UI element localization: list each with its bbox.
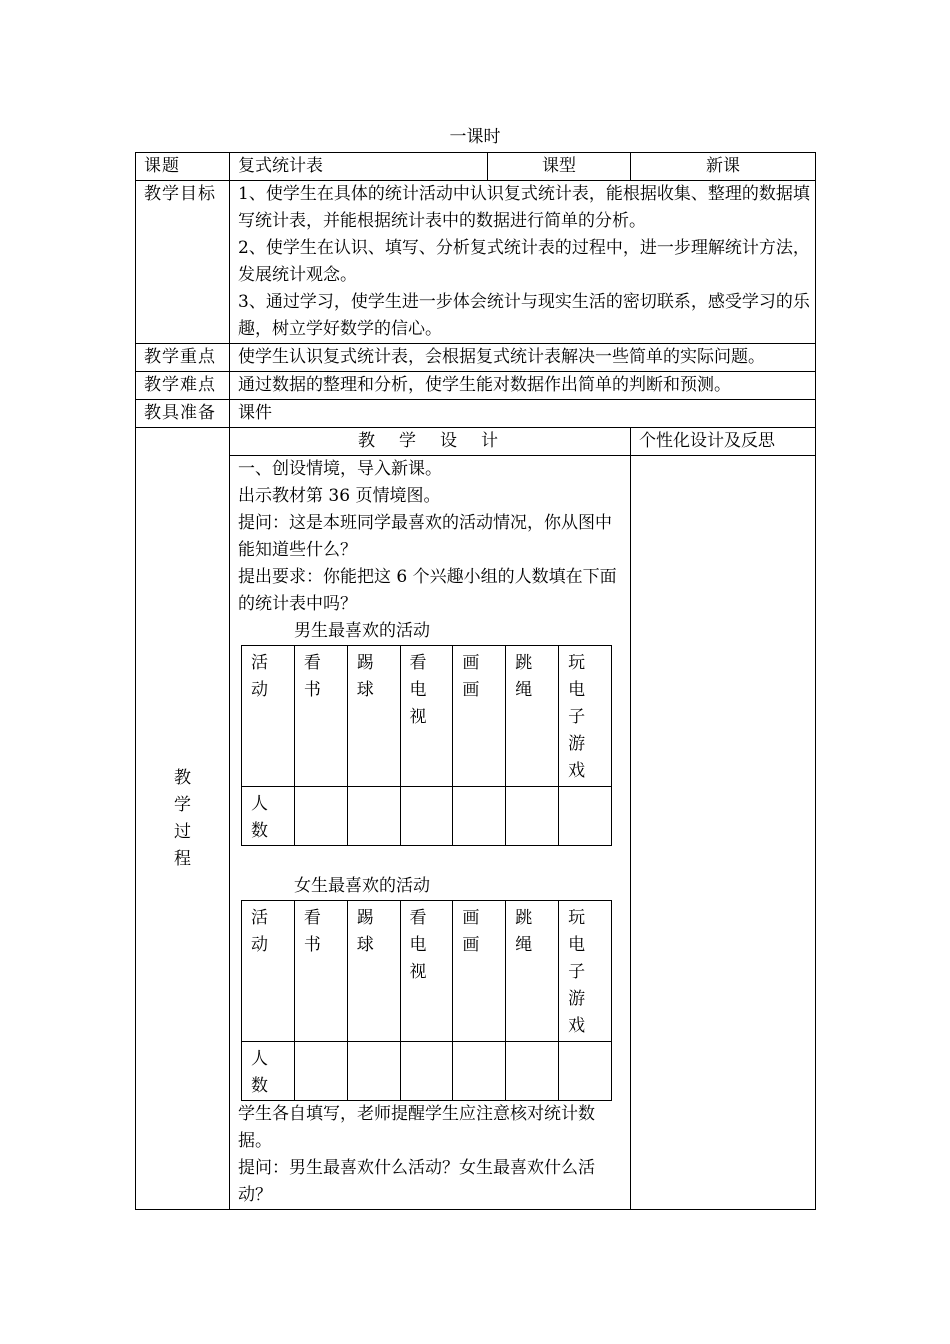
objective-1: 1、使学生在具体的统计活动中认识复式统计表，能根据收集、整理的数据填写统计表，并能根据统计表中的数据进行简单的分析。 [238, 184, 810, 231]
reflection-header: 个性化设计及反思 [631, 428, 816, 456]
type-value: 新课 [631, 153, 816, 181]
page-title: 一课时 [449, 127, 501, 147]
boys-col-tv: 看电视 [400, 646, 453, 787]
girls-header-label: 活动 [242, 901, 295, 1042]
boys-col-football: 踢球 [347, 646, 400, 787]
intro-2: 出示教材第 36 页情境图。 [238, 486, 441, 506]
girls-col-reading: 看书 [294, 901, 347, 1042]
materials-value: 课件 [230, 400, 816, 428]
intro-3: 提问：这是本班同学最喜欢的活动情况，你从图中能知道些什么？ [238, 513, 612, 560]
lesson-plan-table [135, 152, 816, 1210]
objective-3: 3、通过学习，使学生进一步体会统计与现实生活的密切联系，感受学习的乐趣，树立学好数学的信心。 [238, 292, 810, 339]
boys-count-cell[interactable] [506, 787, 559, 846]
reflection-content[interactable] [631, 456, 816, 1210]
objective-2: 2、使学生在认识、填写、分析复式统计表的过程中，进一步理解统计方法，发展统计观念。 [238, 238, 810, 285]
boys-col-reading: 看书 [294, 646, 347, 787]
objectives-label: 教学目标 [136, 181, 230, 344]
boys-col-jumprope: 跳绳 [506, 646, 559, 787]
outro-2: 提问：男生最喜欢什么活动？女生最喜欢什么活动？ [238, 1158, 595, 1205]
key-points-label: 教学重点 [136, 344, 230, 372]
girls-activity-table [241, 900, 612, 1101]
boys-col-videogames: 玩电子游戏 [559, 646, 612, 787]
girls-col-tv: 看电视 [400, 901, 453, 1042]
materials-label: 教具准备 [136, 400, 230, 428]
girls-col-football: 踢球 [347, 901, 400, 1042]
key-points-value: 使学生认识复式统计表，会根据复式统计表解决一些简单的实际问题。 [230, 344, 816, 372]
girls-count-cell[interactable] [559, 1042, 612, 1101]
boys-count-cell[interactable] [294, 787, 347, 846]
boys-activity-table [241, 645, 612, 846]
intro-4: 提出要求：你能把这 6 个兴趣小组的人数填在下面的统计表中吗？ [238, 567, 617, 614]
objectives-content [230, 181, 816, 344]
girls-col-videogames: 玩电子游戏 [559, 901, 612, 1042]
boys-table-title: 男生最喜欢的活动 [294, 621, 430, 641]
girls-table-title: 女生最喜欢的活动 [294, 876, 430, 896]
boys-header-label: 活动 [242, 646, 295, 787]
girls-count-cell[interactable] [453, 1042, 506, 1101]
girls-col-drawing: 画画 [453, 901, 506, 1042]
girls-count-label: 人数 [242, 1042, 295, 1101]
boys-count-cell[interactable] [559, 787, 612, 846]
difficulties-value: 通过数据的整理和分析，使学生能对数据作出简单的判断和预测。 [230, 372, 816, 400]
outro-1: 学生各自填写，老师提醒学生应注意核对统计数据。 [238, 1104, 595, 1151]
difficulties-label: 教学难点 [136, 372, 230, 400]
boys-count-cell[interactable] [347, 787, 400, 846]
process-label-cell [136, 428, 230, 1210]
intro-1: 一、创设情境，导入新课。 [238, 459, 442, 479]
girls-col-jumprope: 跳绳 [506, 901, 559, 1042]
boys-col-drawing: 画画 [453, 646, 506, 787]
topic-value: 复式统计表 [230, 153, 488, 181]
girls-count-cell[interactable] [347, 1042, 400, 1101]
girls-count-cell[interactable] [400, 1042, 453, 1101]
process-label: 教学过程 [174, 767, 191, 869]
topic-label: 课题 [136, 153, 230, 181]
boys-count-cell[interactable] [453, 787, 506, 846]
type-label: 课型 [488, 153, 631, 181]
boys-count-label: 人数 [242, 787, 295, 846]
design-content [230, 456, 631, 1210]
design-header: 教学设计 [230, 428, 631, 456]
girls-count-cell[interactable] [294, 1042, 347, 1101]
boys-count-cell[interactable] [400, 787, 453, 846]
girls-count-cell[interactable] [506, 1042, 559, 1101]
